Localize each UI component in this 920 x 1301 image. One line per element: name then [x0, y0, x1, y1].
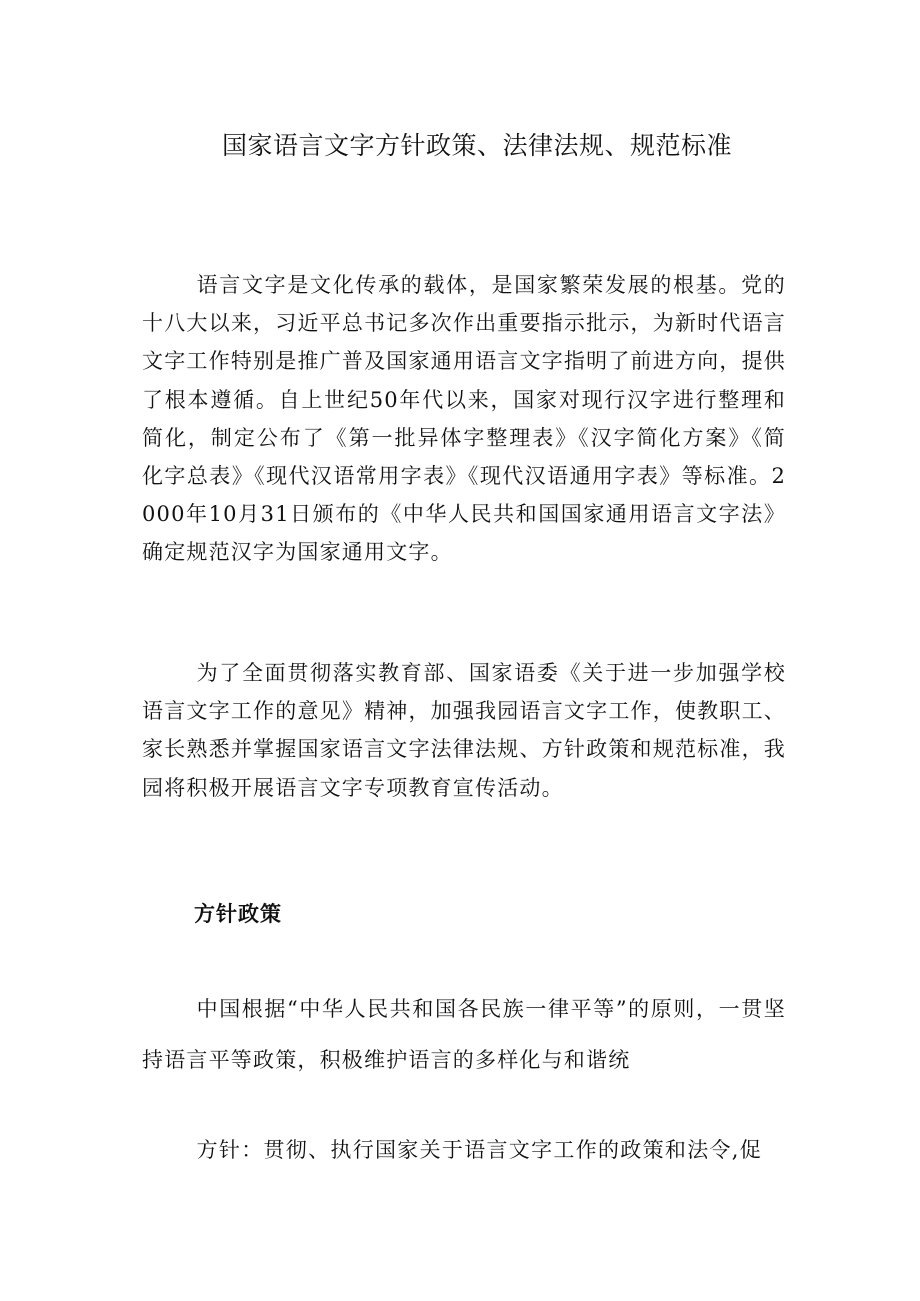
section-heading: 方针政策 [194, 902, 282, 926]
guideline-paragraph: 方针：贯彻、执行国家关于语言文字工作的政策和法令,促 [196, 1138, 763, 1162]
document-title: 国家语言文字方针政策、法律法规、规范标准 [221, 131, 732, 160]
purpose-paragraph: 为了全面贯彻落实教育部、国家语委《关于进一步加强学校语言文字工作的意见》精神，加强我园语言文字工作，使教职工、家长熟悉并掌握国家语言文字法律法规、方针政策和规范标准，我园将积极开展语言文字专项教育宣传活动。 [142, 661, 786, 800]
policy-paragraph: 中国根据“中华人民共和国各民族一律平等”的原则，一贯坚持语言平等政策，积极维护语言的多样化与和谐统 [142, 997, 786, 1072]
intro-paragraph: 语言文字是文化传承的载体，是国家繁荣发展的根基。党的十八大以来，习近平总书记多次作出重要指示批示，为新时代语言文字工作特别是推广普及国家通用语言文字指明了前进方向，提供了根本遵循。自上世纪50年代以来，国家对现行汉字进行整理和简化，制定公布了《第一批异体字整理表》《汉字简化方案》《简化字总表》《现代汉语常用字表》《现代汉语通用字表》等标准。2000年10月31日颁布的《中华人民共和国国家通用语言文字法》确定规范汉字为国家通用文字。 [142, 273, 786, 565]
